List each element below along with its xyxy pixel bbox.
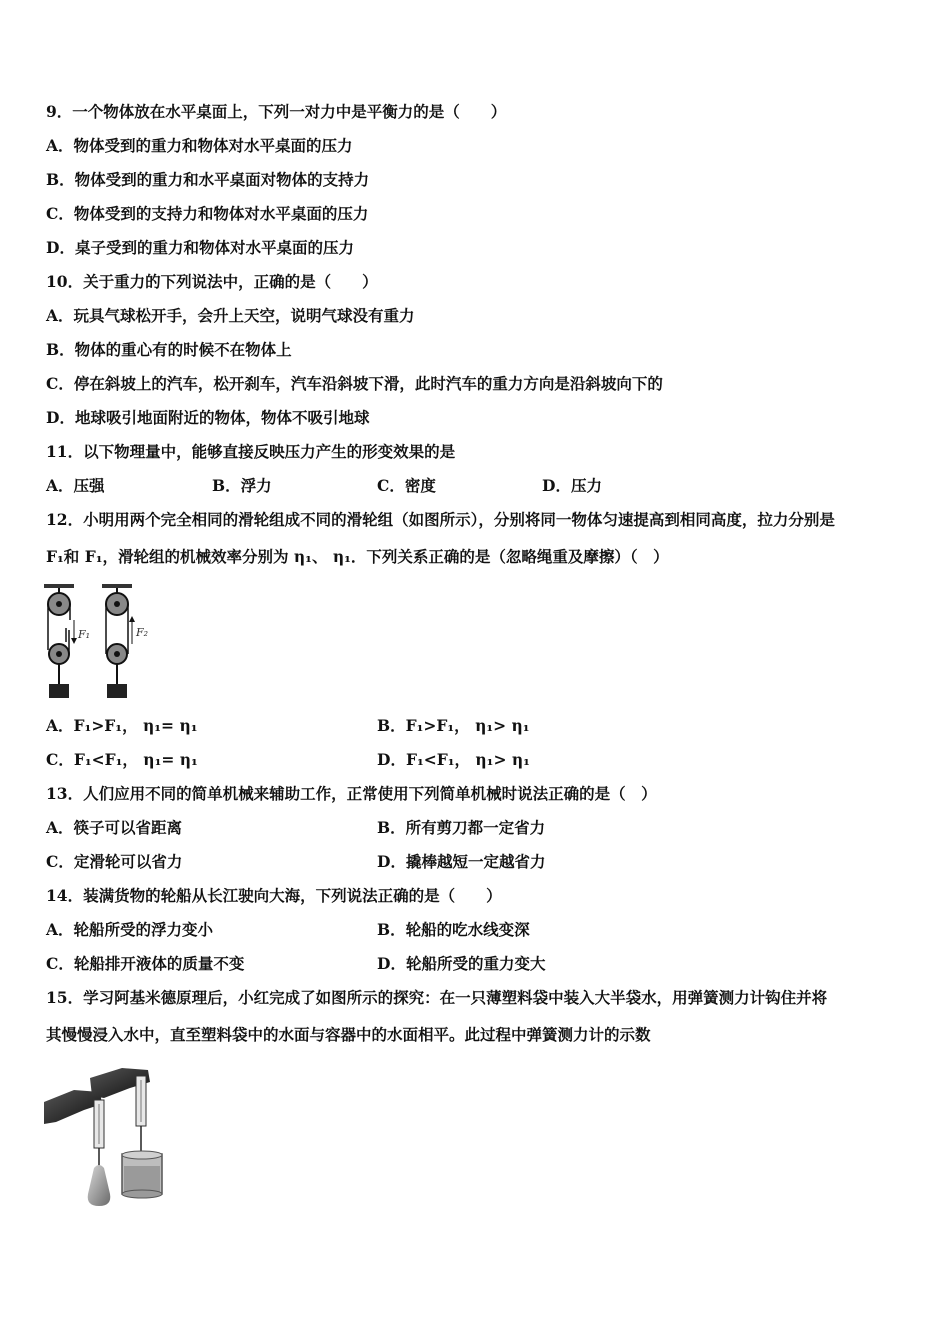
q11-option-c: C．密度 [377,476,436,495]
label-f2: F₂ [136,626,149,639]
q14-option-b: B．轮船的吃水线变深 [377,920,530,939]
q10-stem: 10．关于重力的下列说法中，正确的是（ ） [46,272,378,291]
q13-option-b: B．所有剪刀都一定省力 [377,818,546,837]
q14-stem: 14．装满货物的轮船从长江驶向大海，下列说法正确的是（ ） [46,886,502,905]
q13-option-d: D．撬棒越短一定越省力 [377,852,546,871]
q12-stem-line2: F₁和 F₁，滑轮组的机械效率分别为 η₁、 η₁．下列关系正确的是（忽略绳重及摩擦）（ ） [46,547,669,566]
weight-right [107,684,127,698]
q10-option-c: C．停在斜坡上的汽车，松开刹车，汽车沿斜坡下滑，此时汽车的重力方向是沿斜坡向下的 [46,374,663,393]
q11-option-a: A．压强 [46,476,105,495]
q12-option-c: C．F₁<F₁， η₁= η₁ [46,750,198,769]
q14-option-d: D．轮船所受的重力变大 [377,954,546,973]
q9-option-b: B．物体受到的重力和水平桌面对物体的支持力 [46,170,370,189]
q13-option-c: C．定滑轮可以省力 [46,852,183,871]
label-f1: F₁ [78,628,91,641]
ceiling-right [102,584,132,588]
q15-stem-line1: 15．学习阿基米德原理后，小红完成了如图所示的探究：在一只薄塑料袋中装入大半袋水，用弹簧测力计钩住并将 [46,988,828,1007]
q12-option-a: A．F₁>F₁， η₁= η₁ [46,716,198,735]
spring-scale-figure [44,1062,174,1222]
q9-stem: 9．一个物体放在水平桌面上，下列一对力中是平衡力的是（ ） [46,102,507,121]
q9-option-d: D．桌子受到的重力和物体对水平桌面的压力 [46,238,354,257]
q13-option-a: A．筷子可以省距离 [46,818,183,837]
q14-option-a: A．轮船所受的浮力变小 [46,920,214,939]
q10-option-d: D．地球吸引地面附近的物体，物体不吸引地球 [46,408,370,427]
q12-option-d: D．F₁<F₁， η₁> η₁ [377,750,530,769]
weight-left [49,684,69,698]
beaker-water [124,1166,160,1192]
q10-option-b: B．物体的重心有的时候不在物体上 [46,340,292,359]
pulley-figure [40,580,160,702]
q9-option-a: A．物体受到的重力和物体对水平桌面的压力 [46,136,353,155]
q10-option-a: A．玩具气球松开手，会升上天空，说明气球没有重力 [46,306,415,325]
q11-option-d: D．压力 [542,476,602,495]
q12-option-b: B．F₁>F₁， η₁> η₁ [377,716,530,735]
q11-option-b: B．浮力 [212,476,272,495]
water-bag [88,1165,111,1206]
q13-stem: 13．人们应用不同的简单机械来辅助工作，正常使用下列简单机械时说法正确的是（ ） [46,784,657,803]
q11-stem: 11．以下物理量中，能够直接反映压力产生的形变效果的是 [46,442,456,461]
q9-option-c: C．物体受到的支持力和物体对水平桌面的压力 [46,204,369,223]
q14-option-c: C．轮船排开液体的质量不变 [46,954,245,973]
q12-stem-line1: 12．小明用两个完全相同的滑轮组成不同的滑轮组（如图所示），分别将同一物体匀速提高到相同高度，拉力分别是 [46,510,835,529]
ceiling-left [44,584,74,588]
q15-stem-line2: 其慢慢浸入水中，直至塑料袋中的水面与容器中的水面相平。此过程中弹簧测力计的示数 [46,1025,651,1044]
